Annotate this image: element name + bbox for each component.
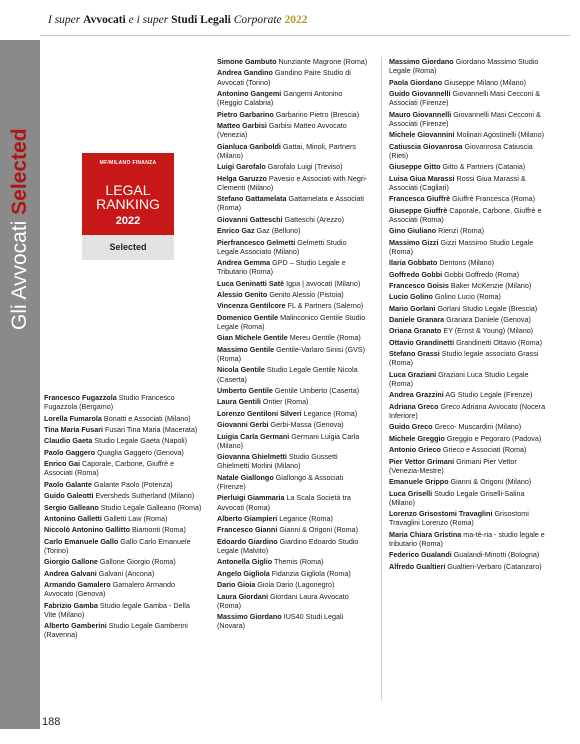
lawyer-firm: Giordano Massimo Studio Legale (Roma): [389, 57, 539, 76]
lawyer-entry: [389, 349, 549, 367]
lawyer-name: Sergio Galleano: [44, 502, 99, 512]
lawyer-name: Massimo Giordano: [217, 612, 282, 622]
lawyer-firm: FL & Partners (Salerno): [285, 301, 364, 311]
lawyer-entry: [217, 365, 369, 383]
lawyer-firm: Gangemi Antonino (Reggio Calabria): [217, 88, 343, 108]
lawyer-firm: Quaglia Gaggero (Genova): [95, 447, 184, 457]
lawyer-firm: Studio Gussetti Ghielmetti Morlini (Milano): [217, 452, 338, 471]
lawyer-entry: [217, 110, 369, 119]
lawyer-name: Gianluca Gariboldi: [217, 141, 281, 151]
lawyer-name: Vincenza Gentilcore: [217, 301, 286, 311]
lawyer-entry: [389, 562, 549, 571]
lawyer-entry: [389, 142, 549, 160]
lawyer-entry: [217, 420, 369, 429]
lawyer-name: Giovanni Gatteschi: [217, 214, 283, 224]
lawyer-name: Luca Geninatti Satè: [217, 278, 285, 288]
lawyer-firm: Germani Luigia Carla (Milano): [217, 431, 360, 450]
lawyer-firm: Galvani (Ancona): [96, 568, 155, 578]
lawyer-firm: Eversheds Sutherland (Milano): [93, 491, 195, 501]
lawyer-name: Andrea Grazzini: [389, 390, 444, 400]
lawyer-entry: [44, 425, 204, 434]
lawyer-entry: [389, 315, 549, 324]
lawyer-entry: [389, 326, 549, 335]
legal-ranking-badge: [82, 153, 174, 260]
lawyer-entry: [217, 215, 369, 224]
lawyer-entry: [217, 121, 369, 139]
lawyer-entry: [217, 537, 369, 555]
lawyer-entry: [44, 503, 204, 512]
lawyer-name: Andrea Gandino: [217, 68, 273, 78]
lawyer-firm: Legance (Roma): [301, 408, 358, 418]
lawyer-entry: [389, 457, 549, 475]
lawyer-firm: Gandino Paire Studio di Avvocati (Torino): [217, 68, 351, 87]
lawyer-firm: Golino Lucio (Roma): [432, 292, 501, 302]
lawyer-firm: Giovannelli Masi Cecconi & Associati (Firenze): [389, 88, 540, 108]
sidebar-title: [4, 70, 36, 330]
lawyer-firm: Gelmetti Studio Legale Associato (Milano): [217, 237, 347, 256]
lawyer-firm: Rienzi (Roma): [436, 226, 485, 236]
lawyer-entry: [44, 491, 204, 500]
lawyer-firm: Grimani Pier Vettor (Venezia-Mestre): [389, 456, 517, 475]
lawyer-name: Michele Greggio: [389, 433, 445, 443]
lawyer-name: Oriana Granato: [389, 326, 442, 336]
lawyer-name: Alfredo Gualtieri: [389, 561, 446, 571]
lawyer-firm: Gualtieri-Verbaro (Catanzaro): [445, 561, 542, 571]
lawyer-entry: [389, 130, 549, 139]
lawyer-name: Pierluigi Giammaria: [217, 493, 285, 503]
lawyer-name: Pier Vettor Grimani: [389, 456, 455, 466]
lawyer-name: Massimo Gizzi: [389, 237, 439, 247]
header-year: 2022: [284, 14, 308, 26]
lawyer-firm: Nunziante Magrone (Roma): [276, 57, 368, 66]
lawyer-entry: [389, 370, 549, 388]
lawyer-firm: Gallo Carlo Emanuele (Torino): [44, 536, 191, 555]
lawyer-firm: Galletti Law (Roma): [101, 513, 168, 523]
lawyer-firm: Studio Legale Gaeta (Napoli): [92, 436, 188, 446]
badge-selected-label: Selected: [82, 235, 174, 260]
lawyer-firm: AG Studio Legale (Firenze): [443, 390, 533, 400]
lawyer-entry: [44, 480, 204, 489]
lawyer-entry: [389, 206, 549, 224]
lawyer-entry: [217, 57, 369, 66]
lawyer-firm: Molinari Agostinelli (Milano): [454, 130, 544, 140]
header-title: [48, 14, 308, 26]
lawyer-firm: Gattamelata e Associati (Roma): [217, 194, 365, 213]
lawyer-firm: Gaz (Belluno): [254, 226, 301, 236]
lawyer-firm: IUS40 Studi Legali (Novara): [217, 612, 344, 631]
lawyer-entry: [44, 601, 204, 619]
lawyer-firm: Garofalo Luigi (Treviso): [265, 162, 343, 172]
lawyer-firm: Studio legale associato Grassi (Roma): [389, 349, 539, 368]
lawyer-firm: Gamalero Armando Avvocato (Genova): [44, 580, 176, 599]
lawyer-entry: [389, 194, 549, 203]
lawyer-entry: [389, 530, 549, 548]
lawyer-entry: [389, 434, 549, 443]
lawyer-firm: Gorlani Studio Legale (Brescia): [435, 303, 538, 313]
lawyer-entry: [217, 525, 369, 534]
lawyer-name: Alberto Gamberini: [44, 621, 107, 631]
lawyer-name: Mario Gorlani: [389, 303, 436, 313]
lawyer-firm: Malinconico Gentile Studio Legale (Roma): [217, 312, 366, 332]
lawyer-firm: Grisostomi Travaglini Lorenzo (Roma): [389, 509, 529, 528]
header-text-3: Corporate: [230, 14, 285, 26]
lawyer-entry: [217, 194, 369, 212]
lawyer-entry: [44, 414, 204, 423]
lawyer-name: Luca Griselli: [389, 488, 433, 498]
header-rule: [40, 35, 570, 36]
lawyer-entry: [217, 333, 369, 342]
lawyer-name: Edoardo Giardino: [217, 536, 278, 546]
lawyer-entry: [217, 580, 369, 589]
lawyer-entry: [389, 270, 549, 279]
lawyer-name: Luigia Carla Germani: [217, 431, 290, 441]
lawyer-name: Simone Gambuto: [217, 57, 277, 66]
lawyer-name: Massimo Giordano: [389, 57, 454, 66]
lawyer-entry: [389, 110, 549, 128]
lawyer-name: Lorenzo Grisostomi Travaglini: [389, 509, 493, 519]
lawyer-entry: [44, 621, 204, 639]
lawyer-firm: ma-tè-ria - studio legale e tributario (Roma): [389, 529, 545, 548]
lawyer-entry: [44, 525, 204, 534]
lawyer-entry: [217, 397, 369, 406]
lawyer-entry: [217, 238, 369, 256]
lawyer-name: Matteo Garbisi: [217, 120, 267, 130]
lawyer-name: Helga Garuzzo: [217, 173, 267, 183]
lawyer-entry: [389, 258, 549, 267]
lawyer-name: Emanuele Grippo: [389, 477, 449, 487]
lawyer-name: Catiuscia Giovanrosa: [389, 141, 463, 151]
lawyer-firm: Graziani Luca Studio Legale (Roma): [389, 369, 529, 389]
lawyer-entry: [389, 338, 549, 347]
lawyer-firm: Studio legale Gamba - Della Vite (Milano): [44, 600, 190, 619]
lawyer-name: Francesco Goisis: [389, 280, 449, 290]
lawyer-entry: [389, 390, 549, 399]
lawyer-firm: La Scala Società tra Avvocati (Roma): [217, 493, 351, 512]
lawyer-entry: [389, 78, 549, 87]
lawyer-entry: [44, 448, 204, 457]
lawyer-name: Paola Giordano: [389, 77, 443, 87]
section-sidebar: [0, 40, 40, 729]
lawyer-name: Ilaria Gobbato: [389, 258, 438, 268]
lawyer-entry: [217, 89, 369, 107]
lawyer-firm: Gallone Giorgio (Roma): [97, 557, 176, 567]
lawyer-entry: [44, 459, 204, 477]
lawyer-firm: Dentons (Milano): [437, 258, 495, 268]
lawyer-name: Lorella Fumarola: [44, 413, 102, 423]
lawyer-entry: [217, 258, 369, 276]
lawyer-firm: Gerbi-Massa (Genova): [268, 420, 344, 430]
lawyer-name: Guido Giovannelli: [389, 88, 451, 98]
lawyer-firm: Galante Paolo (Potenza): [91, 479, 173, 489]
lawyer-entry: [389, 509, 549, 527]
lawyer-entry: [389, 174, 549, 192]
lawyer-entry: [389, 489, 549, 507]
lawyer-entry: [217, 569, 369, 578]
lawyer-name: Paolo Gaggero: [44, 447, 96, 457]
lawyer-entry: [44, 537, 204, 555]
lawyer-name: Giovanna Ghielmetti: [217, 452, 287, 462]
lawyer-name: Armando Gamalero: [44, 580, 111, 590]
lawyer-firm: GPD – Studio Legale e Tributario (Roma): [217, 258, 346, 277]
lawyer-name: Laura Gentili: [217, 397, 261, 407]
lawyer-name: Guido Galeotti: [44, 491, 94, 501]
lawyer-firm: Giuffrè Francesca (Roma): [450, 194, 536, 204]
lawyer-name: Laura Giordani: [217, 591, 269, 601]
lawyer-firm: Studio Legale Griselli-Salina (Milano): [389, 488, 525, 507]
lawyer-name: Stefano Gattamelata: [217, 194, 287, 204]
lawyer-firm: Giordani Laura Avvocato (Roma): [217, 591, 349, 610]
lawyer-firm: Biamonti (Roma): [129, 525, 186, 535]
lawyer-name: Fabrizio Gamba: [44, 600, 98, 610]
lawyer-entry: [44, 580, 204, 598]
lawyer-entry: [217, 162, 369, 171]
lawyer-entry: [389, 292, 549, 301]
lawyer-name: Alessio Genito: [217, 290, 268, 300]
header-text-1: I super: [48, 14, 84, 26]
lawyer-name: Nicola Gentile: [217, 365, 265, 375]
lawyer-firm: Giardino Edoardo Studio Legale (Malvito): [217, 536, 359, 555]
lawyer-firm: Caporale, Carbone, Giuffrè e Associati (Roma): [44, 459, 175, 478]
lawyer-entry: [217, 592, 369, 610]
header-bold-1: Avvocati: [83, 14, 126, 26]
lawyer-name: Tina Maria Fusari: [44, 424, 103, 434]
lawyer-entry: [217, 68, 369, 86]
lawyer-name: Maria Chiara Gristina: [389, 529, 462, 539]
lawyer-firm: Gentile Umberto (Caserta): [272, 386, 360, 396]
lawyer-name: Guido Greco: [389, 422, 433, 432]
lawyer-firm: Studio Francesco Fugazzola (Bergamo): [44, 393, 175, 412]
lawyer-firm: Gattai, Minoli, Partners (Milano): [217, 141, 357, 160]
lawyer-name: Domenico Gentile: [217, 312, 279, 322]
lawyer-entry: [389, 477, 549, 486]
lawyer-entry: [217, 290, 369, 299]
lawyer-firm: Garbarino Pietro (Brescia): [273, 109, 360, 119]
lawyer-name: Francesca Giuffrè: [389, 194, 451, 204]
lawyer-name: Luca Graziani: [389, 369, 437, 379]
lawyer-name: Lucio Golino: [389, 292, 433, 302]
lawyer-entry: [389, 304, 549, 313]
lawyer-entry: [389, 550, 549, 559]
lawyer-name: Pierfrancesco Gelmetti: [217, 237, 296, 247]
lawyer-name: Pietro Garbarino: [217, 109, 274, 119]
lawyer-name: Adriana Greco: [389, 401, 439, 411]
lawyer-name: Andrea Gemma: [217, 258, 271, 268]
page-number: 188: [42, 716, 61, 728]
lawyer-entry: [389, 281, 549, 290]
lawyer-entry: [217, 174, 369, 192]
lawyer-firm: Fidanzia Gigliola (Roma): [269, 568, 351, 578]
lawyer-firm: Studio Legale Galleano (Roma): [98, 502, 202, 512]
lawyer-name: Antonino Galletti: [44, 513, 102, 523]
lawyer-name: Giuseppe Gitto: [389, 162, 441, 172]
lawyer-firm: Giallongo & Associati (Firenze): [217, 472, 344, 491]
lawyer-firm: Greggio e Pegoraro (Padova): [444, 433, 542, 443]
lawyer-name: Antonino Gangemi: [217, 88, 282, 98]
lawyer-column-3: [389, 57, 549, 573]
sidebar-title-plain: Gli Avvocati: [8, 214, 31, 330]
lawyer-firm: Themis (Roma): [272, 557, 324, 567]
lawyer-entry: [217, 226, 369, 235]
lawyer-name: Ottavio Grandinetti: [389, 337, 455, 347]
lawyer-entry: [389, 238, 549, 256]
lawyer-name: Gino Giuliano: [389, 226, 437, 236]
lawyer-name: Giuseppe Giuffrè: [389, 205, 448, 215]
badge-year: 2022: [115, 215, 141, 227]
lawyer-firm: Caporale, Carbone, Giuffrè e Associati (Roma): [389, 205, 542, 224]
lawyer-firm: Igpa | avvocati (Milano): [284, 278, 361, 288]
lawyer-name: Carlo Emanuele Gallo: [44, 536, 119, 546]
lawyer-name: Antonella Giglio: [217, 557, 273, 567]
lawyer-name: Luigi Garofalo: [217, 162, 266, 172]
page-header: [40, 8, 570, 40]
column-divider: [381, 57, 382, 700]
lawyer-firm: Giuseppe Milano (Milano): [442, 77, 527, 87]
lawyer-name: Alberto Giampieri: [217, 513, 278, 523]
lawyer-firm: Fusari Tina Maria (Macerata): [102, 424, 198, 434]
lawyer-name: Natale Giallongo: [217, 472, 274, 482]
lawyer-entry: [217, 493, 369, 511]
lawyer-entry: [389, 162, 549, 171]
lawyer-entry: [217, 557, 369, 566]
lawyer-name: Giovanni Gerbi: [217, 420, 269, 430]
lawyer-entry: [44, 569, 204, 578]
lawyer-name: Gian Michele Gentile: [217, 333, 288, 343]
lawyer-name: Antonio Grieco: [389, 445, 441, 455]
lawyer-entry: [217, 142, 369, 160]
lawyer-firm: Legance (Roma): [277, 513, 333, 523]
lawyer-firm: Garbisi Matteo Avvocato (Venezia): [217, 120, 347, 140]
lawyer-firm: Genito Alessio (Pistoia): [267, 290, 344, 300]
lawyer-firm: Mereu Gentile (Roma): [287, 333, 361, 343]
lawyer-name: Paolo Galante: [44, 479, 92, 489]
lawyer-entry: [389, 402, 549, 420]
lawyer-name: Enrico Gaz: [217, 226, 255, 236]
lawyer-entry: [217, 432, 369, 450]
lawyer-firm: EY (Ernst & Young) (Milano): [441, 326, 534, 336]
lawyer-entry: [44, 393, 204, 411]
lawyer-entry: [217, 612, 369, 630]
lawyer-firm: Gatteschi (Arezzo): [282, 214, 345, 224]
lawyer-entry: [389, 422, 549, 431]
lawyer-entry: [217, 409, 369, 418]
lawyer-name: Francesco Gianni: [217, 525, 278, 535]
lawyer-name: Enrico Gai: [44, 459, 80, 469]
lawyer-firm: Baker McKenzie (Milano): [448, 280, 532, 290]
header-text-2: e i super: [125, 14, 172, 26]
lawyer-firm: Ontier (Roma): [260, 397, 309, 407]
lawyer-name: Claudio Gaeta: [44, 436, 93, 446]
lawyer-entry: [389, 445, 549, 454]
lawyer-name: Goffredo Gobbi: [389, 269, 443, 279]
lawyer-name: Giorgio Gallone: [44, 557, 98, 567]
lawyer-entry: [217, 345, 369, 363]
lawyer-firm: Gobbi Goffredo (Roma): [442, 269, 520, 279]
lawyer-column-1: [44, 393, 204, 642]
lawyer-name: Michele Giovannini: [389, 130, 455, 140]
lawyer-entry: [217, 386, 369, 395]
lawyer-firm: Grieco e Associati (Roma): [440, 445, 527, 455]
lawyer-name: Niccolò Antonino Gallitto: [44, 525, 130, 535]
lawyer-name: Dario Gioia: [217, 580, 256, 590]
lawyer-entry: [44, 514, 204, 523]
lawyer-entry: [389, 89, 549, 107]
lawyer-name: Francesco Fugazzola: [44, 393, 117, 402]
lawyer-firm: Greco Adriana Avvocato (Nocera Inferiore): [389, 401, 546, 421]
lawyer-firm: Gianni & Origoni (Roma): [277, 525, 359, 535]
lawyer-firm: Giovannelli Masi Cecconi & Associati (Firenze): [389, 109, 541, 128]
lawyer-name: Daniele Granara: [389, 315, 445, 325]
lawyer-name: Umberto Gentile: [217, 386, 273, 396]
lawyer-entry: [389, 57, 549, 75]
lawyer-name: Luisa Giua Marassi: [389, 173, 455, 183]
lawyer-firm: Studio Legale Gentile Nicola (Caserta): [217, 365, 358, 384]
lawyer-firm: Granara Daniele (Genova): [444, 315, 531, 325]
lawyer-firm: Pavesio e Associati with Negri-Clementi (Milano): [217, 173, 368, 192]
lawyer-firm: Greco- Muscardini (Milano): [432, 422, 522, 432]
lawyer-firm: Gianni & Origoni (Milano): [448, 477, 532, 487]
lawyer-entry: [217, 514, 369, 523]
badge-brand: MF/MILANO FINANZA: [99, 160, 157, 166]
lawyer-entry: [217, 452, 369, 470]
lawyer-name: Andrea Galvani: [44, 568, 97, 578]
lawyer-firm: Rossi Giua Marassi & Associati (Cagliari): [389, 173, 526, 192]
lawyer-name: Federico Gualandi: [389, 550, 452, 560]
lawyer-name: Mauro Giovannelli: [389, 109, 452, 119]
lawyer-entry: [44, 557, 204, 566]
lawyer-name: Massimo Gentile: [217, 344, 275, 354]
lawyer-firm: Gitto & Partners (Catania): [440, 162, 526, 172]
lawyer-name: Angelo Gigliola: [217, 568, 270, 578]
lawyer-name: Lorenzo Gentiloni Silveri: [217, 408, 302, 418]
lawyer-entry: [217, 279, 369, 288]
lawyer-firm: Gualandi-Minotti (Bologna): [451, 550, 540, 560]
lawyer-firm: Bonatti e Associati (Milano): [101, 413, 191, 423]
lawyer-entry: [44, 436, 204, 445]
header-bold-2: Studi Legali: [171, 14, 231, 26]
badge-title-line1: LEGAL: [105, 182, 151, 198]
lawyer-firm: Gentile-Varlaro Sinisi (GVS) (Roma): [217, 344, 366, 364]
lawyer-name: Stefano Grassi: [389, 349, 440, 359]
lawyer-entry: [217, 473, 369, 491]
badge-title-line2: RANKING: [96, 196, 160, 212]
lawyer-firm: Giovanrosa Catiuscia (Rieti): [389, 141, 533, 160]
sidebar-title-accent: Selected: [8, 128, 31, 215]
lawyer-entry: [389, 226, 549, 235]
lawyer-firm: Grandinetti Ottavio (Roma): [454, 337, 542, 347]
lawyer-firm: Gioia Dario (Lagonegro): [255, 580, 335, 590]
lawyer-entry: [217, 313, 369, 331]
lawyer-firm: Studio Legale Gamberini (Ravenna): [44, 621, 188, 640]
lawyer-firm: Gizzi Massimo Studio Legale (Roma): [389, 237, 534, 256]
lawyer-entry: [217, 301, 369, 310]
lawyer-column-2: [217, 57, 369, 633]
